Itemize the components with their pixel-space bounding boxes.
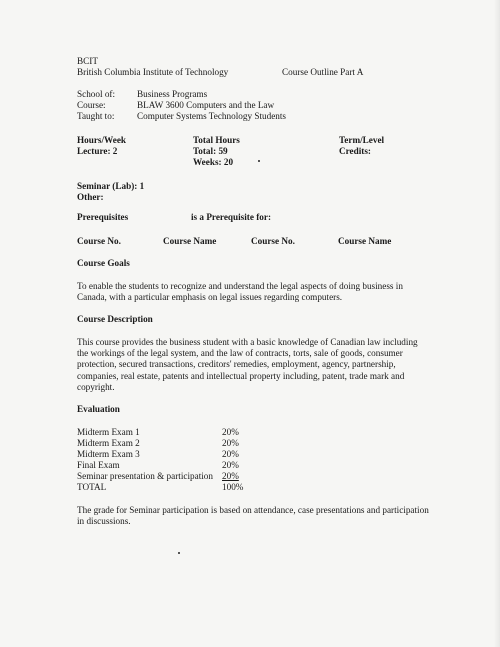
- course-goals-text: To enable the students to recognize and understand the legal aspects of doing business in Canada, with a particular emphasis on legal issues regarding computers.: [77, 281, 403, 303]
- taught-to-value: Computer Systems Technology Students: [137, 111, 286, 121]
- evaluation-total-row: [77, 482, 277, 493]
- org-full-name: British Columbia Institute of Technology: [77, 67, 229, 77]
- evaluation-row: [77, 449, 277, 460]
- course-no-column-1: Course No.: [77, 236, 121, 246]
- evaluation-note: The grade for Seminar participation is based on attendance, case presentations and participation in discussions.: [77, 505, 429, 527]
- evaluation-item-label: Midterm Exam 1: [77, 427, 140, 437]
- document-type: Course Outline Part A: [282, 67, 364, 77]
- school-value: Business Programs: [137, 89, 208, 99]
- evaluation-item-label: Midterm Exam 3: [77, 449, 140, 459]
- course-label: Course:: [77, 100, 106, 110]
- evaluation-item-label: Final Exam: [77, 460, 120, 470]
- evaluation-item-label: Seminar presentation & participation: [77, 471, 213, 481]
- page-edge: [494, 0, 500, 647]
- taught-to-label: Taught to:: [77, 111, 115, 121]
- evaluation-row: [77, 471, 277, 482]
- credits-label: Credits:: [339, 146, 371, 156]
- evaluation-total-value: 100%: [222, 482, 244, 492]
- seminar-lab-hours: Seminar (Lab): 1: [77, 181, 145, 191]
- course-name-column-2: Course Name: [338, 236, 392, 246]
- evaluation-total-label: TOTAL: [77, 482, 107, 492]
- course-goals-heading: Course Goals: [77, 258, 130, 268]
- speck-mark: [178, 552, 180, 554]
- is-prerequisite-for-label: is a Prerequisite for:: [191, 212, 272, 222]
- evaluation-item-value: 20%: [222, 449, 239, 459]
- school-label: School of:: [77, 89, 116, 99]
- course-no-column-2: Course No.: [251, 236, 295, 246]
- evaluation-heading: Evaluation: [77, 404, 120, 414]
- evaluation-item-value: 20%: [222, 427, 239, 437]
- evaluation-item-value: 20%: [222, 471, 239, 481]
- hours-week-label: Hours/Week: [77, 135, 127, 145]
- weeks: Weeks: 20: [193, 157, 234, 167]
- course-name-column-1: Course Name: [163, 236, 217, 246]
- total-hours: Total: 59: [193, 146, 228, 156]
- prerequisites-label: Prerequisites: [77, 212, 129, 222]
- org-short-name: BCIT: [77, 56, 98, 66]
- lecture-hours: Lecture: 2: [77, 146, 118, 156]
- evaluation-item-value: 20%: [222, 460, 239, 470]
- course-value: BLAW 3600 Computers and the Law: [137, 100, 275, 110]
- evaluation-row: [77, 427, 277, 438]
- speck-mark: [258, 160, 260, 162]
- evaluation-item-label: Midterm Exam 2: [77, 438, 140, 448]
- evaluation-item-value: 20%: [222, 438, 239, 448]
- course-description-text: This course provides the business student with a basic knowledge of Canadian law including the workings of the legal system, and the law of contracts, torts, sale of goods, consumer protection, secured transactions, creditors' remedies, employment, agency, partnership, companies, real estate, patents and intellectual property including, patent, trade mark and copyright.: [77, 337, 418, 392]
- course-description-heading: Course Description: [77, 314, 153, 324]
- evaluation-row: [77, 438, 277, 449]
- term-level-label: Term/Level: [339, 135, 385, 145]
- total-hours-label: Total Hours: [193, 135, 240, 145]
- other-label: Other:: [77, 192, 104, 202]
- evaluation-row: [77, 460, 277, 471]
